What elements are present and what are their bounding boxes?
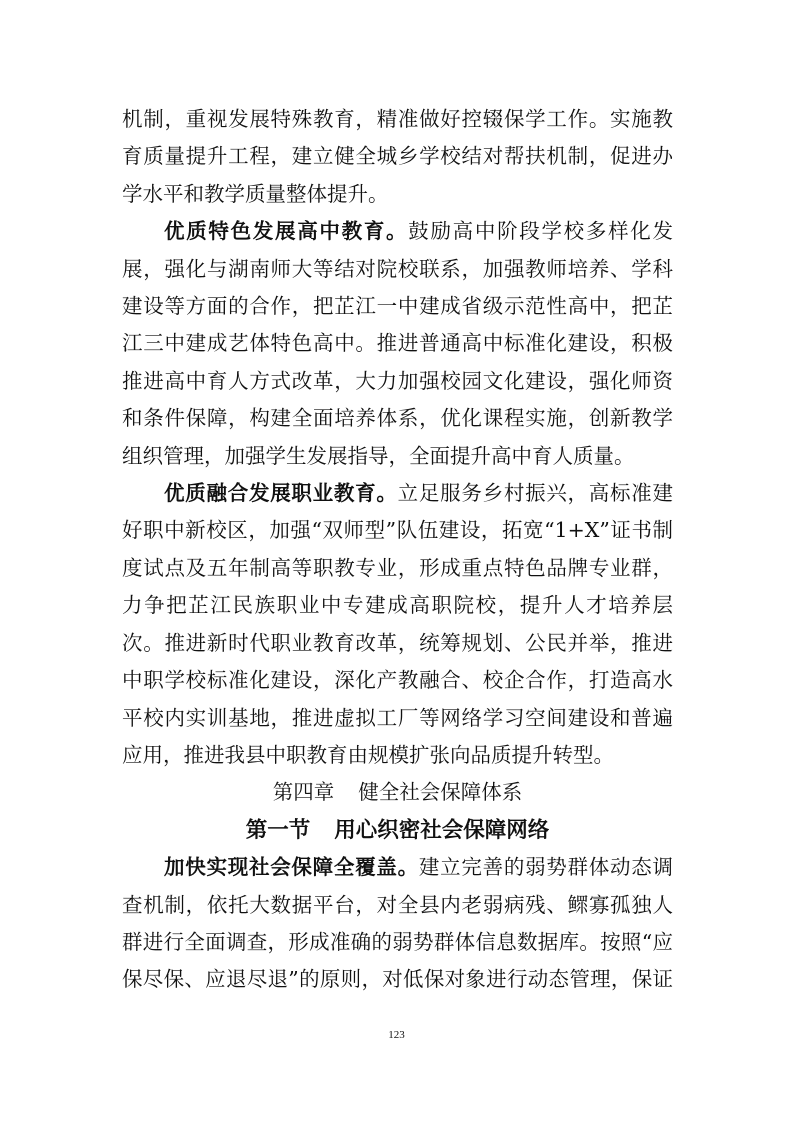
text-line: 江三中建成艺体特色高中。推进普通高中标准化建设，积极 [122,331,673,356]
chapter-number: 第四章 [272,780,335,805]
text-line: 度试点及五年制高等职教专业，形成重点特色品牌专业群， [122,555,673,580]
text-line: 组织管理，加强学生发展指导，全面提升高中育人质量。 [122,443,635,468]
section-heading [122,812,673,849]
text-line: 平校内实训基地，推进虚拟工厂等网络学习空间建设和普遍 [122,705,673,730]
text-line [122,475,673,512]
paragraph-lead-heading: 优质特色发展高中教育。 [164,219,409,244]
text-line-content: 建立完善的弱势群体动态调 [418,855,674,880]
text-line: 和条件保障，构建全面培养体系，优化课程实施，创新教学 [122,406,673,431]
text-line: 推进高中育人方式改革，大力加强校园文化建设，强化师资 [122,368,673,393]
text-line [122,213,673,250]
paragraph-social-security-coverage [122,849,673,999]
text-line: 育质量提升工程，建立健全城乡学校结对帮扶机制，促进办 [122,144,673,169]
page-number: 123 [388,1029,405,1041]
text-line: 查机制，依托大数据平台，对全县内老弱病残、鳏寡孤独人 [122,892,673,917]
text-line [122,849,673,886]
text-line: 保尽保、应退尽退”的原则，对低保对象进行动态管理，保证 [122,967,673,992]
paragraph-vocational-education [122,475,673,774]
text-line: 好职中新校区，加强“双师型”队伍建设，拓宽“1+X”证书制 [122,518,673,543]
text-line: 机制，重视发展特殊教育，精准做好控辍保学工作。实施教 [122,107,673,131]
text-line: 中职学校标准化建设，深化产教融合、校企合作，打造高水 [122,668,673,693]
paragraph-special-education [122,101,673,213]
chapter-title: 健全社会保障体系 [358,780,523,805]
body-text [122,101,673,999]
paragraph-lead-heading: 加快实现社会保障全覆盖。 [164,855,419,880]
text-line: 力争把芷江民族职业中专建成高职院校，提升人才培养层 [122,593,673,618]
text-line: 应用，推进我县中职教育由规模扩张向品质提升转型。 [122,742,614,767]
text-line: 次。推进新时代职业教育改革，统筹规划、公民并举，推进 [122,630,673,655]
text-line: 学水平和教学质量整体提升。 [122,181,389,206]
chapter-heading [122,774,673,811]
text-line: 群进行全面调查，形成准确的弱势群体信息数据库。按照“应 [122,929,673,954]
text-line-content: 立足服务乡村振兴，高标准建 [397,481,674,506]
text-line: 展，强化与湖南师大等结对院校联系，加强教师培养、学科 [122,256,673,281]
section-title: 用心织密社会保障网络 [334,817,550,843]
section-number: 第一节 [245,817,311,843]
text-line-content: 鼓励高中阶段学校多样化发 [408,219,673,244]
paragraph-high-school-education [122,213,673,475]
paragraph-lead-heading: 优质融合发展职业教育。 [164,481,398,506]
text-line: 建设等方面的合作，把芷江一中建成省级示范性高中，把芷 [122,294,673,319]
